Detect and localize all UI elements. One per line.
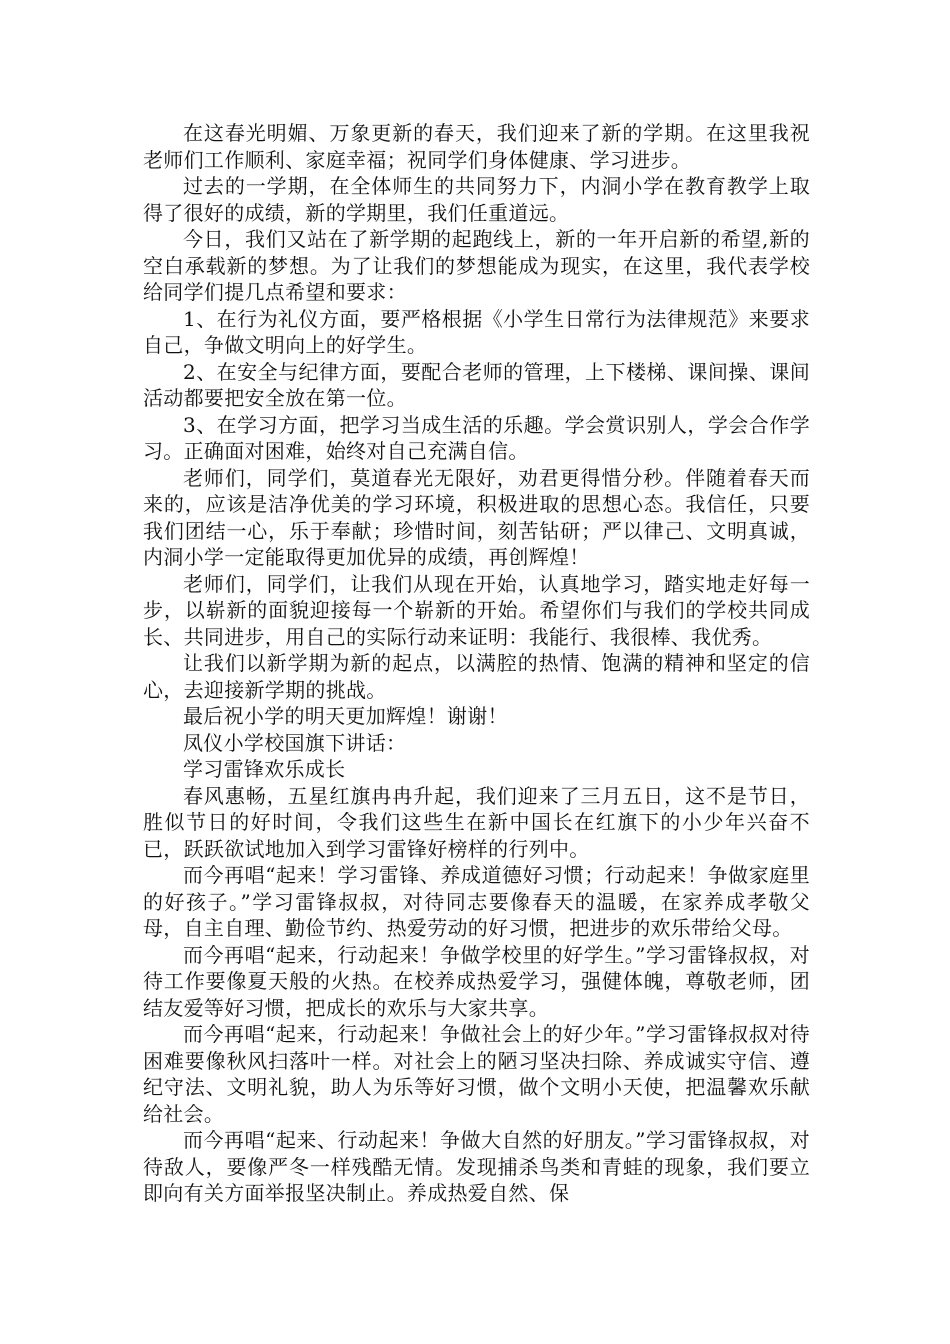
paragraph-15: 而今再唱“起来，行动起来！争做学校里的好学生。”学习雷锋叔叔，对待工作要像夏天般的火热。在校养成热爱学习，强健体魄，尊敬老师，团结友爱等好习惯，把成长的欢乐与大家共享。 (143, 942, 810, 1020)
paragraph-10: 最后祝小学的明天更加辉煌！谢谢！ (183, 704, 508, 728)
paragraph-6: 3、在学习方面，把学习当成生活的乐趣。学会赏识别人，学会合作学习。正确面对困难，始终对自己充满自信。 (143, 412, 810, 463)
paragraph-9: 让我们以新学期为新的起点，以满腔的热情、饱满的精神和坚定的信心，去迎接新学期的挑战。 (143, 651, 810, 702)
paragraph-17: 而今再唱“起来、行动起来！争做大自然的好朋友。”学习雷锋叔叔，对待敌人，要像严冬一样残酷无情。发现捕杀鸟类和青蛙的现象，我们要立即向有关方面举报坚决制止。养成热爱自然、保 (143, 1128, 810, 1205)
speech-heading: 凤仪小学校国旗下讲话： (183, 730, 407, 755)
paragraph-5: 2、在安全与纪律方面，要配合老师的管理，上下楼梯、课间操、课间活动都要把安全放在第一位。 (143, 359, 810, 410)
paragraph-16: 而今再唱“起来，行动起来！争做社会上的好少年。”学习雷锋叔叔对待困难要像秋风扫落叶一样。对社会上的陋习坚决扫除、养成诚实守信、遵纪守法、文明礼貌，助人为乐等好习惯，做个文明小天使，把温馨欢乐献给社会。 (143, 1022, 810, 1126)
paragraph-14: 而今再唱“起来！学习雷锋、养成道德好习惯；行动起来！争做家庭里的好孩子。”学习雷锋叔叔，对待同志要像春天的温暖，在家养成孝敬父母，自主自理、勤俭节约、热爱劳动的好习惯，把进步的欢乐带给父母。 (143, 863, 810, 940)
paragraph-8: 老师们，同学们，让我们从现在开始，认真地学习，踏实地走好每一步，以崭新的面貌迎接每一个崭新的开始。希望你们与我们的学校共同成长、共同进步，用自己的实际行动来证明：我能行、我很棒、我优秀。 (143, 571, 810, 649)
paragraph-4: 1、在行为礼仪方面，要严格根据《小学生日常行为法律规范》来要求自己，争做文明向上的好学生。 (143, 306, 810, 357)
speech-title: 学习雷锋欢乐成长 (183, 757, 346, 781)
paragraph-2: 过去的一学期，在全体师生的共同努力下，内洞小学在教育教学上取得了很好的成绩，新的学期里，我们任重道远。 (143, 174, 810, 225)
paragraph-7: 老师们，同学们，莫道春光无限好，劝君更得惜分秒。伴随着春天而来的，应该是洁净优美的学习环境，积极进取的思想心态。我信任，只要我们团结一心，乐于奉献；珍惜时间，刻苦钻研；严以律己、文明真诚，内洞小学一定能取得更加优异的成绩，再创辉煌！ (143, 465, 810, 569)
document-body (143, 120, 810, 1207)
paragraph-3: 今日，我们又站在了新学期的起跑线上，新的一年开启新的希望,新的空白承载新的梦想。为了让我们的梦想能成为现实，在这里，我代表学校给同学们提几点希望和要求： (143, 227, 810, 304)
paragraph-1: 在这春光明媚、万象更新的春天，我们迎来了新的学期。在这里我祝老师们工作顺利、家庭幸福；祝同学们身体健康、学习进步。 (143, 121, 810, 172)
paragraph-13: 春风惠畅，五星红旗冉冉升起，我们迎来了三月五日，这不是节日，胜似节日的好时间，令我们这些生在新中国长在红旗下的小少年兴奋不已，跃跃欲试地加入到学习雷锋好榜样的行列中。 (143, 783, 810, 861)
